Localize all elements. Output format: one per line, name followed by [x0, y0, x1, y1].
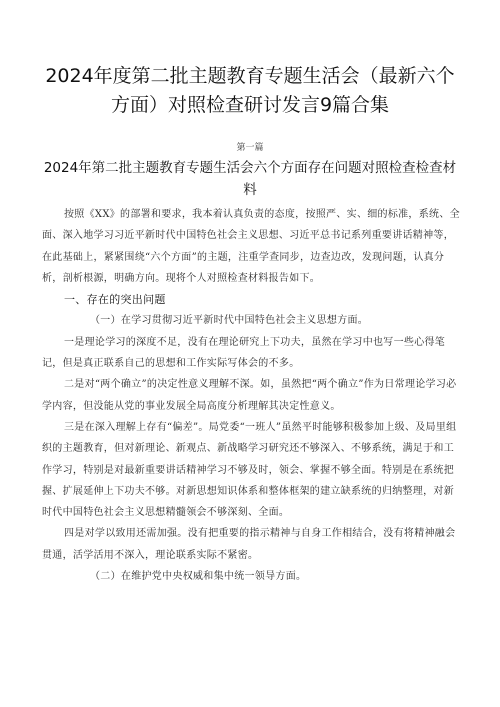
body-paragraph: 一是理论学习的深度不足，没有在理论研究上下功夫，虽然在学习中也写一些心得笔记，但是真正联系自己的思想和工作实际写体会的不多。: [42, 336, 446, 370]
section-title: 2024年第二批主题教育专题生活会六个方面存在问题对照检查检查材料: [43, 160, 457, 198]
body-paragraph: 二是对“两个确立”的决定性意义理解不深。如，虽然把“两个确立”作为日常理论学习必学内容，但没能从党的事业发展全局高度分析理解其决定性意义。: [42, 379, 457, 412]
document-title: 2024年度第二批主题教育专题生活会（最新六个方面）对照检查研讨发言9篇合集: [45, 65, 455, 116]
intro-paragraph: 按照《XX》的部署和要求，我本着认真负责的态度，按照严、实、细的标准，系统、全面、深入地学习习近平新时代中国特色社会主义思想、习近平总书记系列重要讲话精神等，在此基础上，紧紧围绕“六个方面”的主题，注重学查同步，边查边改，发现问题，认真分析，剖析根源，明确方向。现将个人对照检查材料报告如下。: [42, 209, 460, 284]
subsection-heading: （一）在学习贯彻习近平新时代中国特色社会主义思想方面。: [90, 315, 369, 327]
subsection-heading: （二）在维护党中央权威和集中统一领导方面。: [90, 571, 307, 583]
section-heading: 一、存在的突出问题: [64, 293, 166, 307]
body-paragraph: 四是对学以致用还需加强。没有把重要的指示精神与自身工作相结合，没有将精神融会贯通，活学活用不深入，理论联系实际不紧密。: [42, 528, 456, 561]
document-body: [42, 204, 462, 587]
chapter-label: 第一篇: [236, 143, 264, 153]
body-paragraph: 三是在深入理解上存有“偏差”。局党委“一班人”虽然平时能够积极参加上级、及局里组织的主题教育，但对新理论、新观点、新战略学习研究还不够深入、不够系统，满足于和工作学习，特别是对最新重要讲话精神学习不够及时，领会、掌握不够全面。特别是在系统把握、扩展延伸上下功夫不够。对新思想知识体系和整体框架的建立缺系统的归纳整理，对新时代中国特色社会主义思想精髓领会不够深刻、全面。: [42, 421, 457, 519]
